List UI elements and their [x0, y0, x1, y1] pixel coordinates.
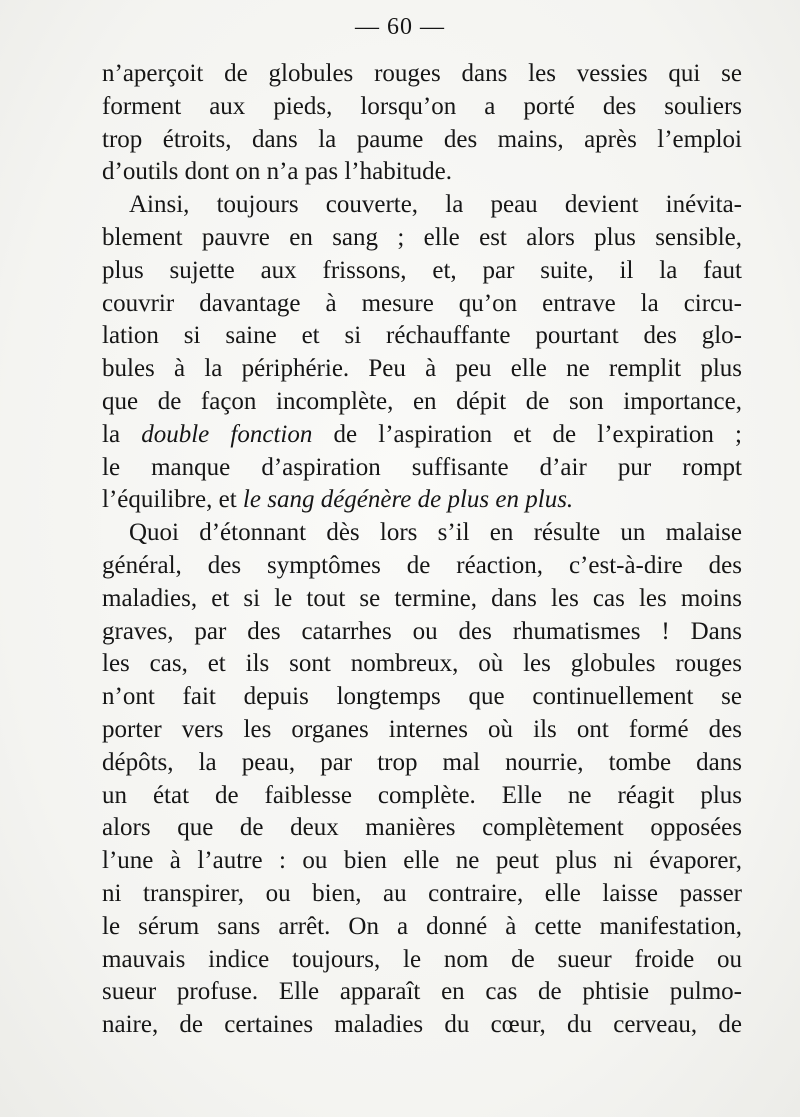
text-line: que de façon incomplète, en dépit de son importance, — [102, 387, 742, 415]
text-line: naire, de certaines maladies du cœur, du cerveau, de — [102, 1011, 742, 1039]
paragraph-2 — [102, 189, 742, 517]
text-line: un état de faiblesse complète. Elle ne réagit plus — [102, 781, 742, 809]
text-line: d’outils dont on n’a pas l’habitude. — [102, 158, 452, 186]
emphasis-text: double fonction — [141, 420, 313, 448]
text-line: ni transpirer, ou bien, au contraire, elle laisse passer — [102, 879, 742, 907]
page-number: — 60 — — [355, 14, 445, 40]
text-line: l’une à l’autre : ou bien elle ne peut plus ni évaporer, — [102, 847, 742, 875]
text-line: Ainsi, toujours couverte, la peau devient inévita- — [129, 191, 742, 219]
text-line: Quoi d’étonnant dès lors s’il en résulte un malaise — [129, 519, 742, 547]
text-line: le sérum sans arrêt. On a donné à cette manifestation, — [102, 912, 742, 940]
text-line: lation si saine et si réchauffante pourtant des glo- — [102, 322, 742, 350]
text-line: bules à la périphérie. Peu à peu elle ne remplit plus — [102, 355, 742, 383]
text-fragment: l’équilibre, et — [102, 486, 243, 514]
text-line: maladies, et si le tout se termine, dans les cas les moins — [102, 584, 742, 612]
text-line: n’ont fait depuis longtemps que continuellement se — [102, 683, 742, 711]
text-line: couvrir davantage à mesure qu’on entrave la circu- — [102, 289, 742, 317]
paragraph-1 — [102, 58, 742, 189]
body-text — [102, 58, 742, 1042]
paragraph-3 — [102, 517, 742, 1042]
text-fragment: la — [102, 420, 142, 448]
text-line: le manque d’aspiration suffisante d’air pur rompt — [102, 453, 742, 481]
text-line: alors que de deux manières complètement opposées — [102, 814, 742, 842]
text-line — [102, 419, 742, 452]
text-line: plus sujette aux frissons, et, par suite, il la faut — [102, 256, 742, 284]
text-line: mauvais indice toujours, le nom de sueur froide ou — [102, 945, 742, 973]
text-line: porter vers les organes internes où ils ont formé des — [102, 715, 742, 743]
text-line: les cas, et ils sont nombreux, où les globules rouges — [102, 650, 742, 678]
text-fragment: de l’aspiration et de l’expiration ; — [312, 420, 742, 448]
emphasis-text: le sang dégénère de plus en plus. — [242, 486, 574, 514]
text-line: trop étroits, dans la paume des mains, après l’emploi — [102, 125, 742, 153]
text-line: graves, par des catarrhes ou des rhumatismes ! Dans — [102, 617, 742, 645]
text-line — [102, 484, 742, 517]
text-line: n’aperçoit de globules rouges dans les vessies qui se — [102, 60, 742, 87]
text-line: forment aux pieds, lorsqu’on a porté des souliers — [102, 92, 742, 120]
text-line: général, des symptômes de réaction, c’est-à-dire des — [102, 551, 742, 579]
text-line: sueur profuse. Elle apparaît en cas de phtisie pulmo- — [102, 978, 742, 1006]
text-line: blement pauvre en sang ; elle est alors plus sensible, — [102, 223, 742, 251]
text-line: dépôts, la peau, par trop mal nourrie, tombe dans — [102, 748, 742, 776]
